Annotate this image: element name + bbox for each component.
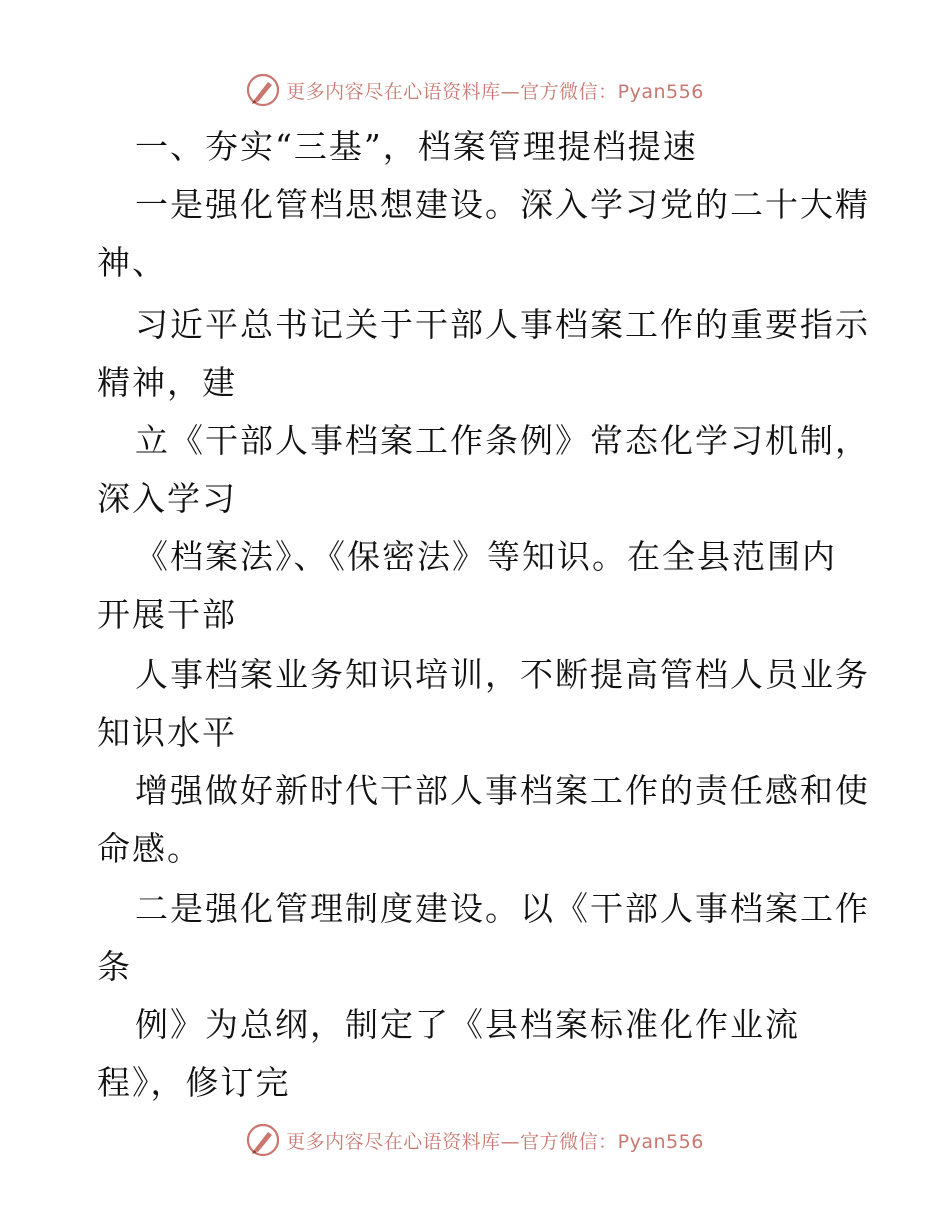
text-line: 精神，建 — [97, 363, 237, 402]
text-line: 习近平总书记关于干部人事档案工作的重要指示 — [135, 305, 870, 344]
text-line: 二是强化管理制度建设。以《干部人事档案工作 — [135, 889, 870, 928]
watermark-text: 更多内容尽在心语资料库—官方微信：Pyan556 — [286, 80, 704, 103]
text-line: 命感。 — [97, 829, 202, 868]
watermark-text: 更多内容尽在心语资料库—官方微信：Pyan556 — [286, 1130, 704, 1153]
text-line: 《档案法》、《保密法》等知识。在全县范围内 — [135, 537, 837, 576]
pen-logo-icon — [246, 1123, 280, 1157]
watermark-footer — [0, 1120, 950, 1160]
text-line: 人事档案业务知识培训，不断提高管档人员业务 — [135, 655, 870, 694]
text-line: 程》，修订完 — [97, 1063, 291, 1102]
text-line: 深入学习 — [97, 479, 237, 518]
text-line: 一是强化管档思想建设。深入学习党的二十大精 — [135, 185, 870, 224]
text-line: 神、 — [97, 243, 167, 282]
section-heading: 一、夯实“三基”，档案管理提档提速 — [135, 127, 698, 166]
watermark-header — [0, 70, 950, 110]
text-line: 条 — [97, 947, 132, 986]
pen-logo-icon — [246, 73, 280, 107]
text-line: 立《干部人事档案工作条例》常态化学习机制， — [135, 421, 870, 460]
text-line: 开展干部 — [97, 595, 237, 634]
text-line: 增强做好新时代干部人事档案工作的责任感和使 — [135, 771, 870, 810]
text-line: 知识水平 — [97, 713, 237, 752]
text-line: 例》为总纲，制定了《县档案标准化作业流 — [135, 1005, 800, 1044]
